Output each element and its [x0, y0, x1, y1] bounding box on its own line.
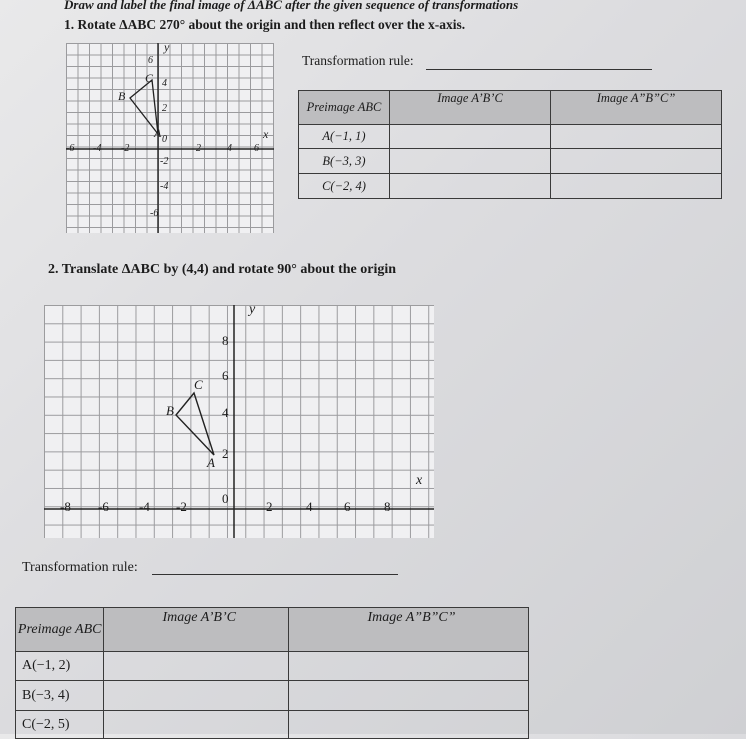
problem1-instruction [64, 17, 465, 33]
problem2-answer-cell[interactable] [104, 652, 289, 681]
problem1-y-tick: -2 [160, 156, 169, 167]
problem1-coordinate-grid[interactable] [66, 40, 274, 233]
problem2-x-tick: 2 [266, 499, 273, 514]
problem2-answer-cell[interactable] [289, 711, 529, 739]
problem2-y-tick: 6 [222, 368, 229, 383]
problem2-x-tick: -8 [60, 499, 71, 514]
problem2-rule-answer-line[interactable] [152, 574, 398, 575]
problem2-vertex-c: C [194, 377, 203, 392]
problem2-header-preimage: Preimage ABC [16, 608, 104, 652]
problem2-vertex-b: B [166, 403, 174, 418]
problem1-y-tick: 0 [162, 134, 167, 145]
problem2-x-tick: -4 [139, 499, 150, 514]
problem1-answer-cell[interactable] [390, 149, 551, 174]
problem1-number: 1. [64, 17, 75, 32]
problem2-instruction [48, 262, 396, 278]
problem2-cell: C(−2, 5) [16, 711, 104, 739]
problem1-x-tick: 4 [227, 143, 232, 154]
problem1-y-tick: 4 [162, 78, 167, 89]
problem2-x-axis-label: x [416, 473, 423, 488]
problem1-rule-label: Transformation rule: [302, 53, 414, 68]
problem2-x-tick: 4 [306, 499, 313, 514]
problem1-answer-cell[interactable] [551, 174, 722, 199]
problem2-text: Translate ΔABC by (4,4) and rotate 90° about the origin [61, 262, 397, 277]
problem1-y-axis-label: y [164, 40, 170, 54]
problem1-x-tick: -6 [66, 143, 75, 154]
problem1-header-preimage: Preimage ABC [299, 91, 390, 125]
problem2-rule-label: Transformation rule: [22, 560, 138, 575]
problem1-y-tick: 2 [162, 103, 167, 114]
problem1-vertex-b: B [118, 89, 126, 103]
problem1-cell: A(−1, 1) [299, 125, 390, 149]
problem1-text: Rotate ΔABC 270° about the origin and then reflect over the x-axis. [77, 17, 466, 32]
problem1-vertex-a: A [154, 126, 162, 140]
worksheet-heading: Draw and label the final image of ΔABC after the given sequence of transformations [64, 0, 519, 12]
problem2-header-image1: Image A’B’C [104, 608, 289, 652]
problem1-cell: B(−3, 3) [299, 149, 390, 174]
problem1-x-axis-label: x [263, 127, 269, 141]
problem1-cell: C(−2, 4) [299, 174, 390, 199]
problem1-x-tick: -4 [93, 143, 102, 154]
problem2-table [15, 607, 529, 739]
problem2-x-tick: -2 [176, 499, 187, 514]
problem1-y-tick: -6 [150, 208, 159, 219]
problem2-answer-cell[interactable] [289, 652, 529, 681]
problem2-y-tick: 2 [222, 446, 229, 461]
problem2-answer-cell[interactable] [289, 681, 529, 711]
problem2-cell: B(−3, 4) [16, 681, 104, 711]
problem2-y-tick: 8 [222, 333, 229, 348]
problem2-x-tick: -6 [98, 499, 109, 514]
problem1-x-tick: 2 [196, 143, 201, 154]
problem1-grid-overlay [66, 43, 274, 233]
problem1-y-tick: -4 [160, 181, 169, 192]
problem2-vertex-a: A [207, 455, 215, 470]
problem1-table [298, 90, 722, 199]
problem2-answer-cell[interactable] [104, 681, 289, 711]
problem2-x-tick: 8 [384, 499, 391, 514]
problem1-x-tick: 6 [254, 143, 259, 154]
problem1-answer-cell[interactable] [551, 149, 722, 174]
problem2-y-tick: 4 [222, 405, 229, 420]
problem1-y-tick: 6 [148, 55, 153, 66]
problem2-header-image2: Image A”B”C” [289, 608, 529, 652]
problem2-coordinate-grid[interactable] [44, 302, 434, 538]
problem1-answer-cell[interactable] [390, 125, 551, 149]
problem1-header-image2: Image A”B”C” [551, 91, 722, 125]
problem1-answer-cell[interactable] [390, 174, 551, 199]
problem1-rule-answer-line[interactable] [426, 69, 652, 70]
problem2-triangle-abc [176, 393, 214, 455]
problem2-y-axis-label: y [249, 302, 256, 317]
problem1-header-image1: Image A’B’C [390, 91, 551, 125]
problem2-cell: A(−1, 2) [16, 652, 104, 681]
problem2-answer-cell[interactable] [104, 711, 289, 739]
problem1-answer-cell[interactable] [551, 125, 722, 149]
problem1-vertex-c: C [145, 71, 154, 85]
problem2-x-tick: 6 [344, 499, 351, 514]
problem1-x-tick: -2 [121, 143, 130, 154]
problem2-y-tick: 0 [222, 491, 229, 506]
problem2-number: 2. [48, 262, 59, 277]
